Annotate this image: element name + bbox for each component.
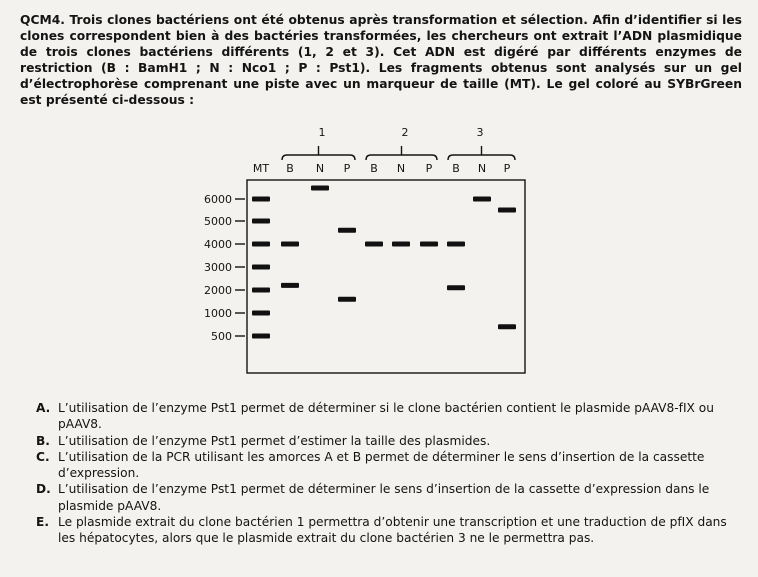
gel-band-3b [447,242,465,247]
gel-band-2b [365,242,383,247]
gel-band-1b [281,242,299,247]
option-text: L’utilisation de l’enzyme Pst1 permet de déterminer le sens d’insertion de la cassette d’expression dans le plasmide pAAV8. [58,482,710,513]
gel-band-2n [392,242,410,247]
gel-band-mt [252,288,270,293]
option-letter: C. [36,449,50,464]
lane-label: B [452,162,460,175]
gel-band-1p [338,228,356,233]
answer-option[interactable] [36,514,746,547]
size-marker-label: 1000 [204,307,232,320]
size-markers [204,193,245,343]
option-letter: D. [36,482,51,497]
gel-band-mt [252,334,270,339]
gel-band-2p [420,242,438,247]
gel-band-3p [498,208,516,213]
option-text: Le plasmide extrait du clone bactérien 1 permettra d’obtenir une transcription et une traduction de pfIX dans les hépatocytes, alors que le plasmide extrait du clone bactérien 3 ne le permettra pas. [58,515,727,546]
option-text: L’utilisation de la PCR utilisant les amorces A et B permet de déterminer le sens d’insertion de la cassette d’expression. [58,449,705,481]
size-marker-label: 500 [211,330,232,343]
lane-label: P [425,162,433,175]
clone-number: 2 [401,126,409,139]
question-text: QCM4. Trois clones bactériens ont été obtenus après transformation et sélection. Afin d’identifier si les clones correspondent bien à des bactéries transformées, les chercheurs ont extrait l’ADN plasmidique de trois clones bactériens différents (1, 2 et 3). Cet ADN est digéré par différents enzymes de restriction (B : BamH1 ; N : Nco1 ; P : Pst1). Les fragments obtenus sont analysés sur un gel d’électrophorèse comprenant une piste avec un marqueur de taille (MT). Le gel coloré au SYBrGreen est présenté ci-dessous : [20,13,742,107]
size-marker-label: 5000 [204,215,232,228]
option-letter: A. [36,401,51,415]
gel-labels [253,162,511,175]
gel-band-3n [473,197,491,202]
gel-band-mt [252,311,270,316]
gel-band-3p [498,324,516,329]
gel-frame [247,180,525,373]
lane-label: MT [252,162,270,175]
answer-options [36,400,746,547]
lane-label: N [396,162,406,175]
gel-bands [252,186,516,339]
clone-number: 3 [476,126,484,139]
option-text: L’utilisation de l’enzyme Pst1 permet d’estimer la taille des plasmides. [58,433,491,448]
gel-band-1b [281,283,299,288]
answer-option[interactable] [36,400,746,433]
size-marker-label: 6000 [204,193,232,206]
size-marker-label: 4000 [204,238,232,251]
lane-label: B [370,162,378,175]
gel-band-1p [338,297,356,302]
lane-label: P [503,162,511,175]
lane-label: B [286,162,294,175]
answer-option[interactable] [36,481,746,514]
lane-label: N [477,162,487,175]
clone-brackets [282,126,515,160]
answer-option[interactable] [36,449,746,482]
clone-number: 1 [318,126,326,139]
clone-bracket [448,146,515,160]
option-text: L’utilisation de l’enzyme Pst1 permet de déterminer si le clone bactérien contient le plasmide pAAV8-fIX ou pAAV8. [58,401,714,432]
gel-band-1n [311,186,329,191]
gel-band-3b [447,285,465,290]
clone-bracket [282,146,355,160]
lane-label: N [315,162,325,175]
size-marker-label: 3000 [204,261,232,274]
gel-band-mt [252,242,270,247]
gel-band-mt [252,265,270,270]
gel-band-mt [252,197,270,202]
option-letter: B. [36,433,50,448]
answer-option[interactable] [36,433,746,449]
size-marker-label: 2000 [204,284,232,297]
clone-bracket [366,146,437,160]
lane-label: P [343,162,351,175]
option-letter: E. [36,515,49,530]
gel-band-mt [252,219,270,224]
